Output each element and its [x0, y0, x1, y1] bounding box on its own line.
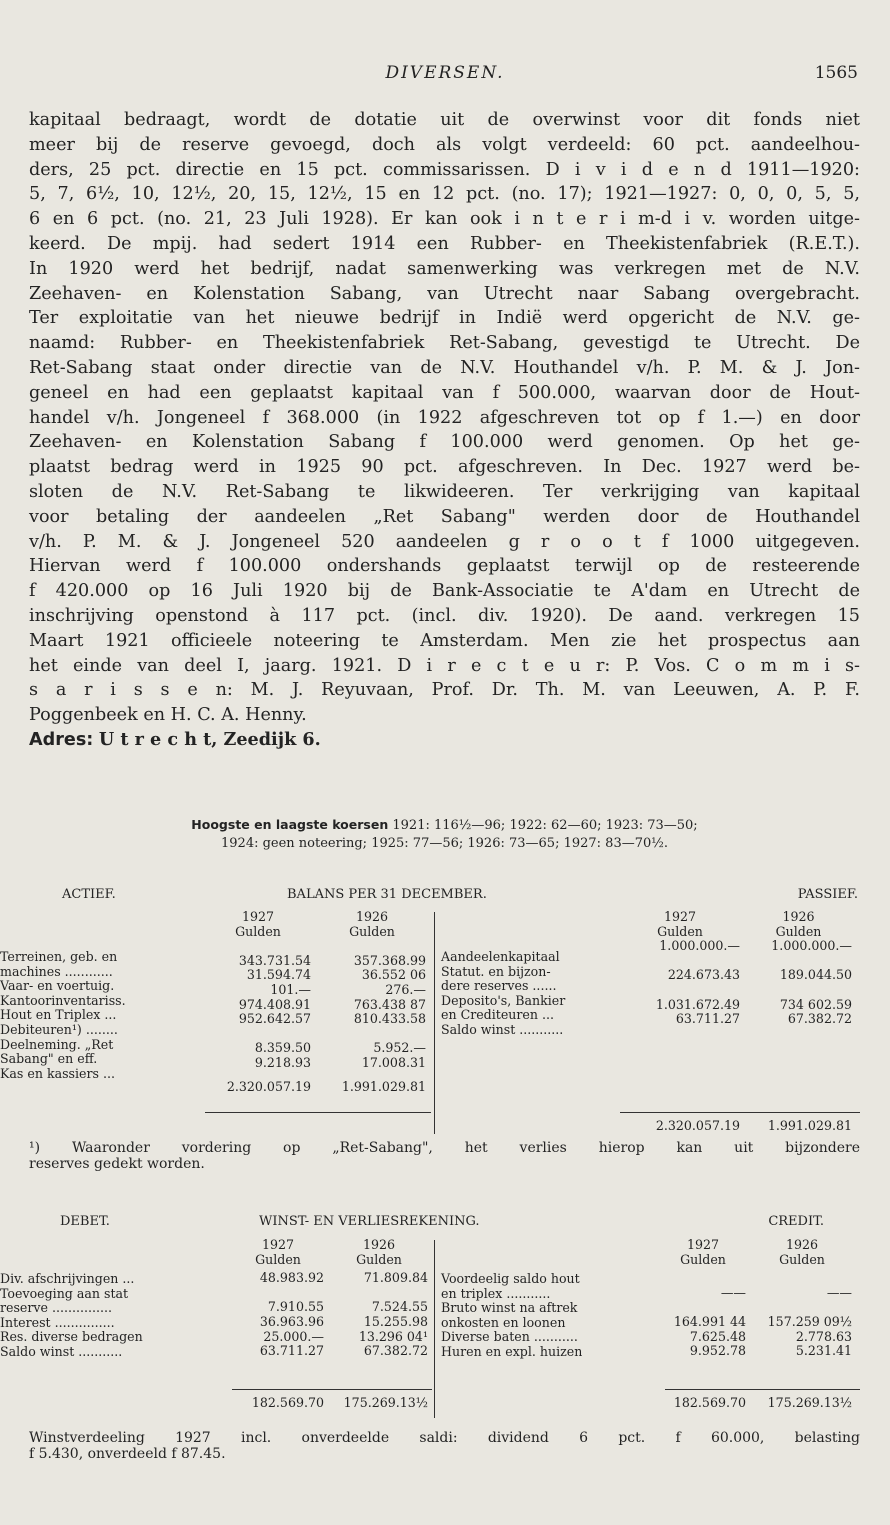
debet-value-1926: 7.524.55 — [371, 1299, 428, 1315]
profit-loss-heading — [29, 1214, 860, 1230]
passief-1927 — [620, 910, 740, 1027]
debet-1927 — [232, 1238, 324, 1359]
actief-value-1926: 36.552 06 — [361, 967, 426, 983]
debet-value-1926: 15.255.98 — [363, 1313, 428, 1329]
debet-value-1927: 63.711.27 — [259, 1343, 324, 1359]
actief-title: ACTIEF. — [62, 887, 116, 902]
debet-total-1927: 182.569.70 — [251, 1395, 324, 1410]
price-range-values: 1921: 116½—96; 1922: 62—60; 1923: 73—50; — [392, 818, 698, 833]
credit-value-1926: 157.259 09½ — [767, 1313, 852, 1329]
credit-value-1927: 7.625.48 — [689, 1328, 746, 1344]
year-header: 1926 — [362, 1237, 396, 1252]
year-header: 1926 — [782, 909, 815, 924]
debet-row-label: reserve ............... — [0, 1300, 113, 1316]
actief-value-1927: 101.— — [270, 981, 311, 997]
actief-row-label: machines ............ — [0, 963, 113, 979]
balance-divider — [434, 912, 435, 1134]
actief-row-label: Kas en kassiers ... — [0, 1065, 115, 1081]
credit-value-1926 — [752, 1300, 852, 1315]
body-line: Ter exploitatie van het nieuwe bedrijf in Indië werd opgericht de N.V. ge- — [29, 308, 860, 329]
passief-value-1926: 734 602.59 — [779, 996, 852, 1012]
passief-value-1927 — [620, 983, 740, 998]
profit-loss-title: WINST- EN VERLIESREKENING. — [259, 1214, 480, 1229]
credit-value-1927: —— — [720, 1284, 746, 1300]
passief-value-1927: 1.031.672.49 — [655, 996, 740, 1012]
credit-value-1926: 5.231.41 — [795, 1343, 852, 1359]
year-header: 1926 — [785, 1237, 819, 1252]
passief-row-label: Statut. en bijzon- — [441, 963, 551, 979]
profit-loss-divider — [434, 1240, 435, 1418]
debet-value-1927: 25.000.— — [263, 1328, 324, 1344]
passief-row-label: Saldo winst ........... — [441, 1021, 564, 1037]
body-line: handel v/h. Jongeneel f 368.000 (in 1922 afgeschreven tot op f 1.—) en door — [29, 407, 860, 428]
actief-total-rule — [205, 1112, 431, 1113]
debet-row-label: Res. diverse bedragen — [0, 1329, 143, 1345]
actief-labels — [0, 950, 210, 1081]
passief-row-label: en Crediteuren ... — [441, 1007, 554, 1023]
actief-value-1927 — [205, 939, 311, 954]
body-line: voor betaling der aandeelen „Ret Sabang" werden door de Houthandel — [29, 506, 860, 527]
distribution-line: Winstverdeeling 1927 incl. onverdeelde saldi: dividend 6 pct. f 60.000, belasting — [29, 1430, 860, 1446]
price-range-line — [29, 816, 860, 835]
actief-value-1926: 357.368.99 — [353, 952, 426, 968]
address-label: Adres: — [29, 729, 94, 750]
unit-header: Gulden — [657, 923, 703, 939]
actief-value-1926 — [318, 939, 426, 954]
body-line: Zeehaven- en Kolenstation Sabang f 100.000 werd genomen. Op het ge- — [29, 432, 860, 453]
body-line: keerd. De mpij. had sedert 1914 een Rubber- en Theekistenfabriek (R.E.T.). — [29, 233, 860, 254]
credit-row-label: Diverse baten ........... — [441, 1329, 578, 1345]
credit-value-1926 — [752, 1271, 852, 1286]
actief-value-1927 — [205, 1027, 311, 1042]
debet-row-label: Toevoeging aan stat — [0, 1285, 129, 1301]
credit-row-label: onkosten en loonen — [441, 1314, 566, 1330]
actief-value-1926: 17.008.31 — [361, 1054, 426, 1070]
body-line: sloten de N.V. Ret-Sabang te likwideeren. Ter verkrijging van kapitaal — [29, 481, 860, 502]
address-value: U t r e c h t, Zeedijk 6. — [98, 728, 321, 750]
unit-header: Gulden — [680, 1251, 726, 1267]
balance-sheet-title: BALANS PER 31 DECEMBER. — [287, 887, 487, 902]
page-title: DIVERSEN. — [385, 63, 505, 83]
debet-1926 — [330, 1238, 428, 1359]
page-number: 1565 — [814, 63, 858, 83]
actief-row-label: Kantoorinventariss. — [0, 992, 126, 1008]
body-line: Zeehaven- en Kolenstation Sabang, van Utrecht naar Sabang overgebracht. — [29, 283, 860, 304]
actief-total-1926: 1.991.029.81 — [341, 1078, 426, 1094]
debet-total-rule — [232, 1389, 432, 1390]
debet-row-label: Interest ............... — [0, 1314, 115, 1330]
body-line: s a r i s s e n: M. J. Reyuvaan, Prof. Dr. Th. M. van Leeuwen, A. P. F. — [29, 680, 860, 701]
passief-total-1926: 1.991.029.81 — [767, 1118, 852, 1133]
passief-row-label: Deposito's, Bankier — [441, 992, 566, 1008]
unit-header: Gulden — [255, 1251, 301, 1267]
passief-value-1926: 1.000.000.— — [771, 938, 852, 954]
address-line — [29, 728, 860, 753]
debet-total-1926: 175.269.13½ — [343, 1395, 428, 1410]
credit-row-label: en triplex ........... — [441, 1285, 551, 1301]
credit-1926 — [752, 1238, 852, 1359]
distribution-line: f 5.430, onverdeeld f 87.45. — [29, 1446, 226, 1462]
actief-value-1927: 343.731.54 — [238, 952, 311, 968]
actief-1927 — [205, 910, 311, 1094]
year-header: 1927 — [686, 1237, 720, 1252]
body-line: f 420.000 op 16 Juli 1920 bij de Bank-Associatie te A'dam en Utrecht de — [29, 581, 860, 602]
actief-value-1926: 763.438 87 — [353, 996, 426, 1012]
passief-value-1926: 67.382.72 — [787, 1011, 852, 1027]
passief-value-1926: 189.044.50 — [779, 967, 852, 983]
profit-distribution — [29, 1430, 860, 1462]
passief-value-1927: 63.711.27 — [675, 1011, 740, 1027]
debet-row-label: Div. afschrijvingen ... — [0, 1271, 135, 1286]
actief-value-1926 — [318, 1027, 426, 1042]
debet-value-1926: 13.296 04¹ — [358, 1328, 428, 1344]
balance-sheet-heading — [29, 887, 860, 903]
passief-value-1927: 224.673.43 — [667, 967, 740, 983]
unit-header: Gulden — [775, 923, 822, 939]
credit-value-1927 — [660, 1300, 746, 1315]
actief-row-label: Sabang" en eff. — [0, 1051, 98, 1067]
price-range — [29, 816, 860, 853]
actief-row-label: Hout en Triplex ... — [0, 1007, 117, 1023]
credit-row-label: Voordeelig saldo hout — [441, 1271, 580, 1286]
price-range-line-2: 1924: geen noteering; 1925: 77—56; 1926: 73—65; 1927: 83—70½. — [221, 836, 668, 851]
debet-value-1927: 48.983.92 — [259, 1270, 324, 1286]
body-line: Hiervan werd f 100.000 ondershands geplaatst terwijl op de resteerende — [29, 556, 860, 577]
debet-value-1927: 7.910.55 — [267, 1299, 324, 1315]
passief-total-rule — [620, 1112, 860, 1113]
debet-value-1927 — [232, 1286, 324, 1301]
actief-value-1927: 8.359.50 — [254, 1040, 311, 1056]
credit-total-1926: 175.269.13½ — [767, 1395, 852, 1410]
body-line: ders, 25 pct. directie en 15 pct. commissarissen. D i v i d e n d 1911—1920: — [29, 159, 860, 180]
body-line: Poggenbeek en H. C. A. Henny. — [29, 705, 307, 726]
body-line: Maart 1921 officieele noteering te Amsterdam. Men zie het prospectus aan — [29, 630, 860, 651]
debet-value-1926 — [330, 1286, 428, 1301]
unit-header: Gulden — [235, 923, 281, 939]
credit-total-1927: 182.569.70 — [673, 1395, 746, 1410]
year-header: 1927 — [261, 1237, 295, 1252]
credit-1927 — [660, 1238, 746, 1359]
credit-row-label: Bruto winst na aftrek — [441, 1300, 578, 1316]
credit-value-1926: 2.778.63 — [795, 1328, 852, 1344]
actief-row-label: Terreinen, geb. en — [0, 949, 118, 964]
passief-value-1926 — [745, 983, 852, 998]
debet-value-1926: 71.809.84 — [363, 1270, 428, 1286]
actief-row-label: Vaar- en voertuig. — [0, 978, 115, 994]
debet-value-1927: 36.963.96 — [259, 1313, 324, 1329]
passief-value-1927: 1.000.000.— — [659, 938, 740, 954]
company-description — [29, 108, 860, 753]
body-line: v/h. P. M. & J. Jongeneel 520 aandeelen g r o o t f 1000 uitgegeven. — [29, 531, 860, 552]
balance-footnote — [29, 1140, 860, 1172]
footnote-line: reserves gedekt worden. — [29, 1156, 205, 1172]
body-line: 5, 7, 6½, 10, 12½, 20, 15, 12½, 15 en 12 pct. (no. 17); 1921—1927: 0, 0, 0, 5, 5, — [29, 184, 860, 205]
actief-value-1927: 31.594.74 — [246, 967, 311, 983]
body-line: inschrijving openstond à 117 pct. (incl. div. 1920). De aand. verkregen 15 — [29, 605, 860, 626]
credit-value-1927: 9.952.78 — [689, 1343, 746, 1359]
debet-row-label: Saldo winst ........... — [0, 1343, 123, 1359]
unit-header: Gulden — [779, 1251, 825, 1267]
credit-total-rule — [665, 1389, 860, 1390]
body-line: plaatst bedrag werd in 1925 90 pct. afgeschreven. In Dec. 1927 werd be- — [29, 457, 860, 478]
unit-header: Gulden — [356, 1251, 402, 1267]
actief-row-label: Deelneming. „Ret — [0, 1036, 114, 1052]
credit-title: CREDIT. — [768, 1214, 824, 1229]
body-line: naamd: Rubber- en Theekistenfabriek Ret-Sabang, gevestigd te Utrecht. De — [29, 333, 860, 354]
passief-value-1927 — [620, 954, 740, 969]
footnote-line: ¹) Waaronder vordering op „Ret-Sabang", het verlies hierop kan uit bijzondere — [29, 1140, 860, 1156]
passief-total-1927: 2.320.057.19 — [655, 1118, 740, 1133]
year-header: 1926 — [355, 909, 389, 924]
actief-value-1927: 974.408.91 — [238, 996, 311, 1012]
passief-row-label: dere reserves ...... — [441, 978, 557, 994]
actief-row-label: Debiteuren¹) ........ — [0, 1021, 118, 1037]
body-line: Ret-Sabang staat onder directie van de N.V. Houthandel v/h. P. M. & J. Jon- — [29, 357, 860, 378]
debet-value-1926: 67.382.72 — [363, 1343, 428, 1359]
year-header: 1927 — [241, 909, 275, 924]
body-line: 6 en 6 pct. (no. 21, 23 Juli 1928). Er kan ook i n t e r i m-d i v. worden uitge- — [29, 209, 860, 230]
profit-loss-account — [0, 1238, 890, 1428]
passief-title: PASSIEF. — [797, 887, 858, 902]
passief-row-label: Aandeelenkapitaal — [441, 949, 560, 964]
price-range-label: Hoogste en laagste koersen — [191, 817, 389, 832]
running-head — [0, 63, 890, 85]
actief-1926 — [318, 910, 426, 1094]
debet-title: DEBET. — [60, 1214, 110, 1229]
body-line: het einde van deel I, jaarg. 1921. D i r e c t e u r: P. Vos. C o m m i s- — [29, 655, 860, 676]
credit-value-1927 — [660, 1271, 746, 1286]
body-line: meer bij de reserve gevoegd, doch als volgt verdeeld: 60 pct. aandeelhou- — [29, 134, 860, 155]
actief-value-1926: 810.433.58 — [353, 1011, 426, 1027]
actief-value-1926: 5.952.— — [373, 1040, 426, 1056]
actief-value-1927: 9.218.93 — [254, 1054, 311, 1070]
debet-labels — [0, 1272, 235, 1360]
year-header: 1927 — [663, 909, 697, 924]
actief-value-1927: 952.642.57 — [238, 1011, 311, 1027]
credit-value-1926: —— — [826, 1284, 852, 1300]
passief-1926 — [745, 910, 852, 1027]
passief-value-1926 — [745, 954, 852, 969]
body-line: In 1920 werd het bedrijf, nadat samenwerking was verkregen met de N.V. — [29, 258, 860, 279]
balance-sheet — [0, 910, 890, 1140]
actief-value-1926: 276.— — [385, 981, 426, 997]
body-line: kapitaal bedraagt, wordt de dotatie uit de overwinst voor dit fonds niet — [29, 110, 860, 130]
credit-value-1927: 164.991 44 — [673, 1313, 746, 1329]
body-line: geneel en had een geplaatst kapitaal van f 500.000, waarvan door de Hout- — [29, 382, 860, 403]
credit-labels — [441, 1272, 666, 1360]
actief-total-1927: 2.320.057.19 — [226, 1078, 311, 1094]
unit-header: Gulden — [349, 923, 395, 939]
credit-row-label: Huren en expl. huizen — [441, 1343, 583, 1359]
